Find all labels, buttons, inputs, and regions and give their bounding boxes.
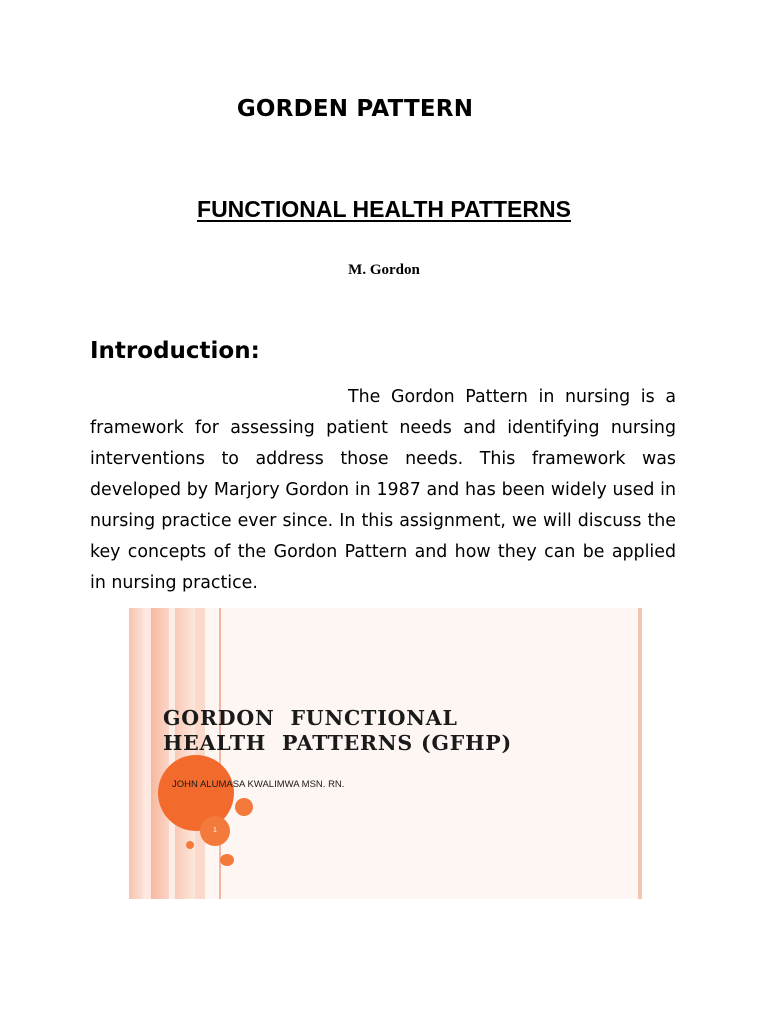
slide-stripe	[638, 608, 642, 899]
intro-paragraph: The Gordon Pattern in nursing is a framework for assessing patient needs and identifying nursing interventions to address those needs. This framework was developed by Marjory Gordon in 1987 and has been widely used in nursing practice ever since. In this assignment, we will discuss the key concepts of the Gordon Pattern and how they can be applied in nursing practice.	[90, 387, 676, 593]
slide-decor-circle	[235, 798, 253, 816]
embedded-slide-image	[129, 608, 642, 899]
slide-page-number: 1	[213, 827, 217, 834]
slide-decor-circle	[186, 841, 194, 849]
slide-decor-circle	[220, 854, 234, 866]
document-subtitle	[0, 196, 768, 223]
section-heading-introduction: Introduction:	[90, 338, 260, 364]
slide-stripe	[143, 608, 151, 899]
document-subtitle-text: FUNCTIONAL HEALTH PATTERNS	[197, 196, 571, 222]
slide-stripe	[129, 608, 143, 899]
slide-author: JOHN ALUMASA KWALIMWA MSN. RN.	[172, 779, 345, 790]
slide-title: GORDON FUNCTIONAL HEALTH PATTERNS (GFHP)	[163, 706, 513, 755]
document-title: GORDEN PATTERN	[236, 96, 474, 122]
document-author: M. Gordon	[348, 262, 420, 278]
